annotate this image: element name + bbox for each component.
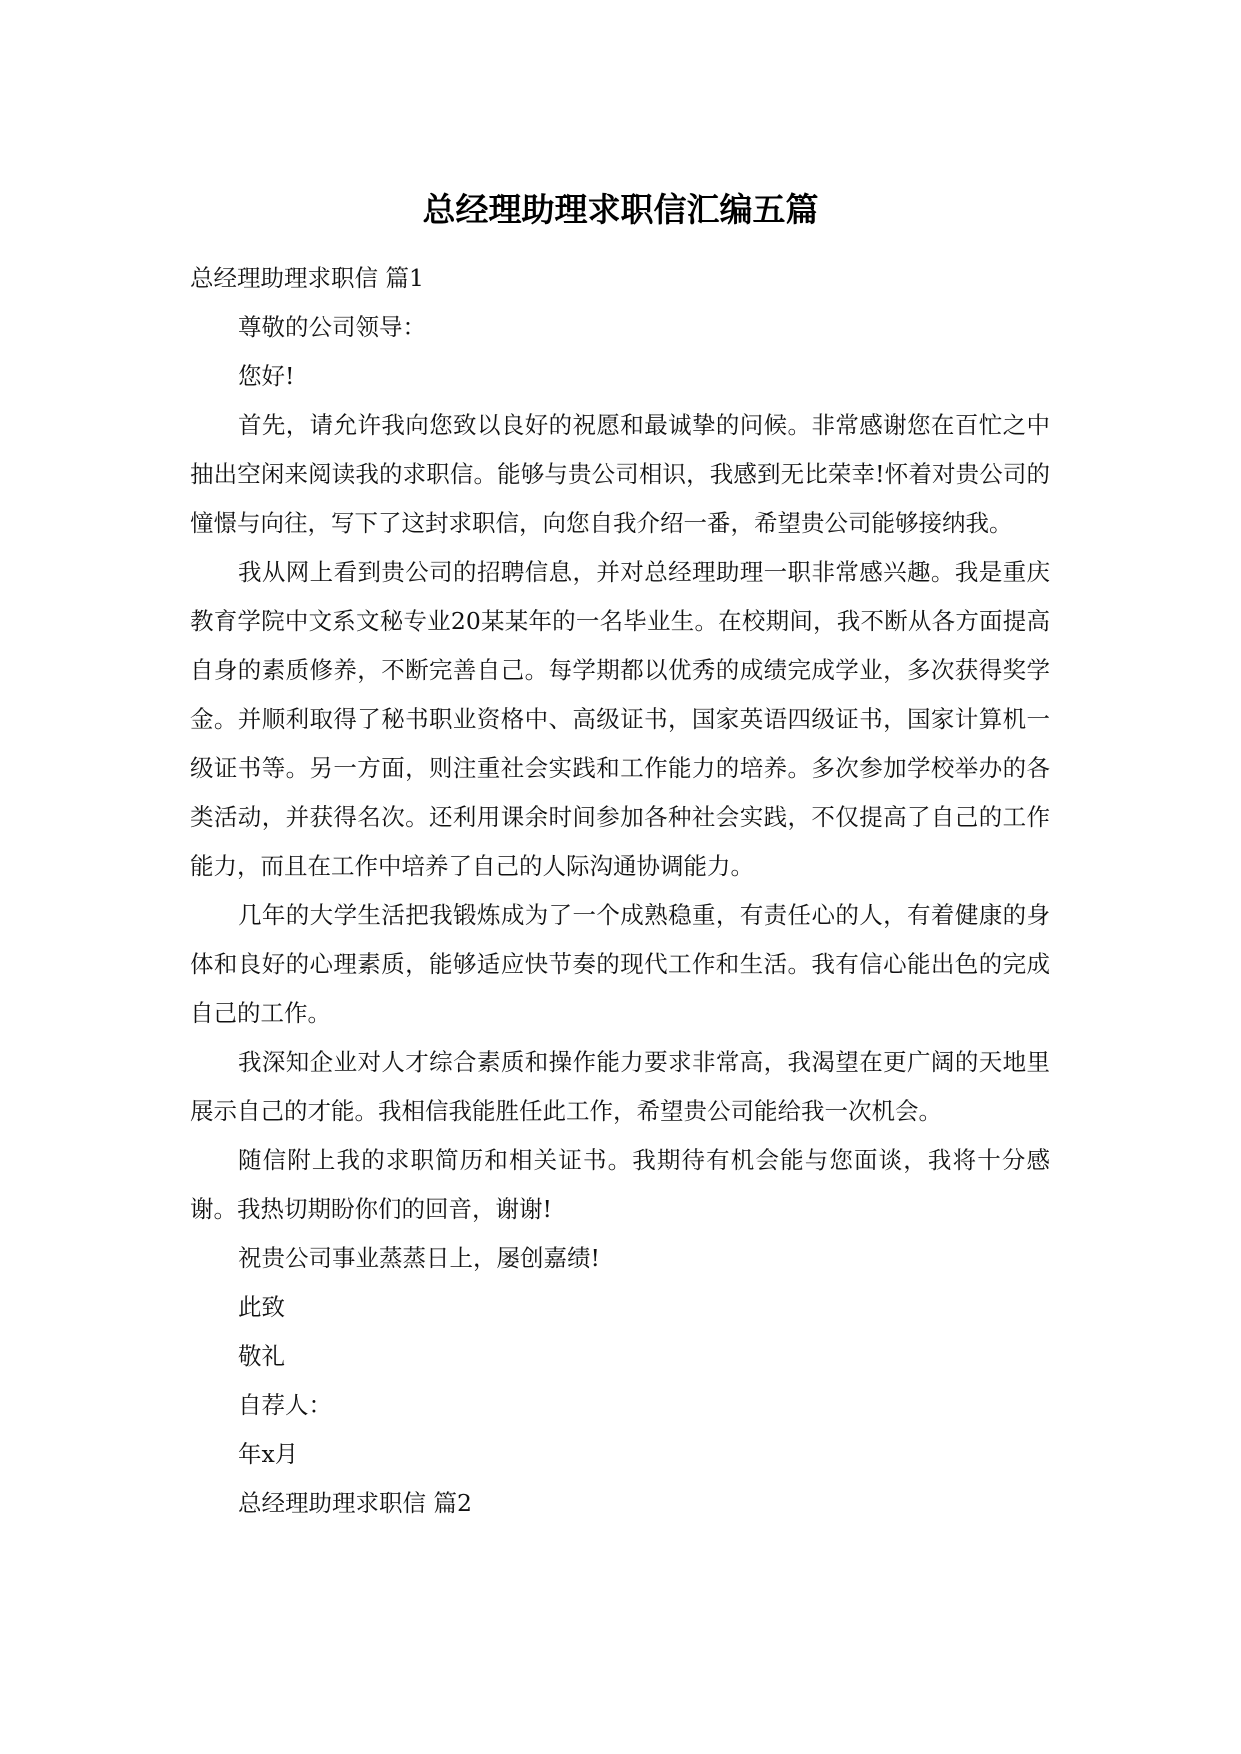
body-paragraph-intro: 首先，请允许我向您致以良好的祝愿和最诚挚的问候。非常感谢您在百忙之中抽出空闲来阅读我的求职信。能够与贵公司相识，我感到无比荣幸!怀着对贵公司的憧憬与向往，写下了这封求职信，向您自我介绍一番，希望贵公司能够接纳我。 [190,411,1050,537]
body-paragraph-background: 我从网上看到贵公司的招聘信息，并对总经理助理一职非常感兴趣。我是重庆教育学院中文系文秘专业20某某年的一名毕业生。在校期间，我不断从各方面提高自身的素质修养，不断完善自己。每学期都以优秀的成绩完成学业，多次获得奖学金。并顺利取得了秘书职业资格中、高级证书，国家英语四级证书，国家计算机一级证书等。另一方面，则注重社会实践和工作能力的培养。多次参加学校举办的各类活动，并获得名次。还利用课余时间参加各种社会实践，不仅提高了自己的工作能力，而且在工作中培养了自己的人际沟通协调能力。 [190,558,1050,880]
body-paragraph-aspiration: 我深知企业对人才综合素质和操作能力要求非常高，我渴望在更广阔的天地里展示自己的才能。我相信我能胜任此工作，希望贵公司能给我一次机会。 [190,1048,1050,1125]
section-heading-2: 总经理助理求职信 篇2 [238,1489,472,1517]
closing-jingli: 敬礼 [238,1342,285,1370]
document-body [190,254,1050,1528]
document-title: 总经理助理求职信汇编五篇 [422,190,819,229]
signature-label: 自荐人： [238,1391,332,1419]
salutation: 尊敬的公司领导： [238,313,426,341]
section-heading-1: 总经理助理求职信 篇1 [190,264,424,292]
date-line: 年x月 [238,1440,299,1468]
wish-line: 祝贵公司事业蒸蒸日上，屡创嘉绩! [238,1244,600,1272]
body-paragraph-character: 几年的大学生活把我锻炼成为了一个成熟稳重，有责任心的人，有着健康的身体和良好的心理素质，能够适应快节奏的现代工作和生活。我有信心能出色的完成自己的工作。 [190,901,1050,1027]
closing-cizhi: 此致 [238,1293,285,1321]
body-paragraph-closing: 随信附上我的求职简历和相关证书。我期待有机会能与您面谈，我将十分感谢。我热切期盼你们的回音，谢谢! [190,1146,1050,1223]
greeting: 您好! [238,362,295,390]
